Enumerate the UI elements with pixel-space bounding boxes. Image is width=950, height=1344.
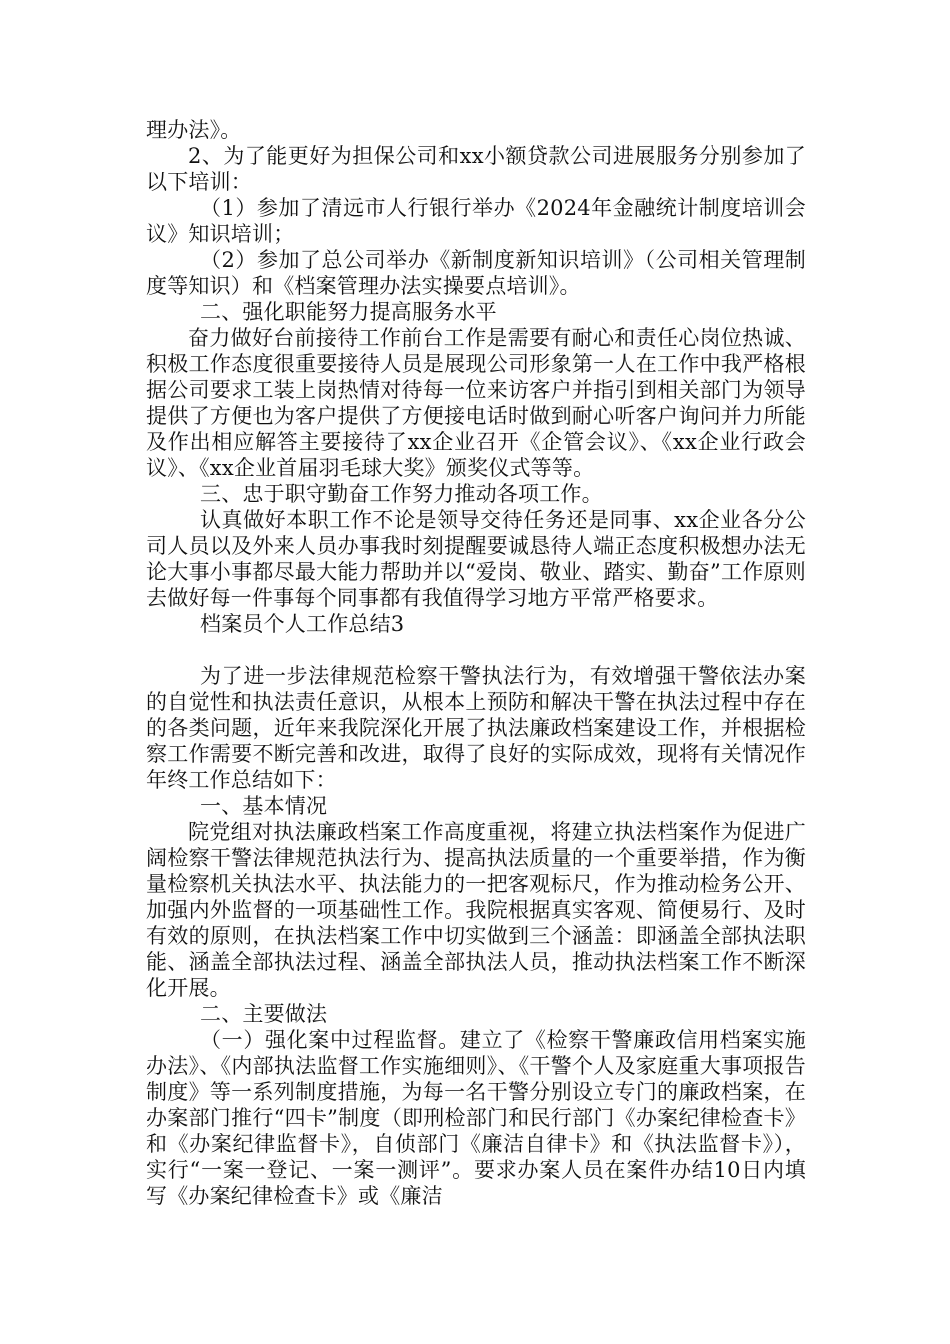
- paragraph-reception: 奋力做好台前接待工作前台工作是需要有耐心和责任心岗位热诚、积极工作态度很重要接待人员是展现公司形象第一人在工作中我严格根据公司要求工装上岗热情对待每一位来访客户并指引到相关部门为领导提供了方便也为客户提供了方便接电话时做到耐心听客户询问并力所能及作出相应解答主要接待了xx企业召开《企管会议》、《xx企业行政会议》、《xx企业首届羽毛球大奖》颁奖仪式等等。: [146, 326, 806, 480]
- paragraph-duty: 认真做好本职工作不论是领导交待任务还是同事、xx企业各分公司人员以及外来人员办事我时刻提醒要诚恳待人端正态度积极想办法无论大事小事都尽最大能力帮助并以“爱岗、敬业、踏实、勤奋”工作原则去做好每一件事每个同事都有我值得学习地方平常严格要求。: [146, 508, 806, 610]
- paragraph-training-item-2: （2）参加了总公司举办《新制度新知识培训》（公司相关管理制度等知识）和《档案管理办法实操要点培训》。: [146, 248, 806, 298]
- document-title: 档案员个人工作总结3: [200, 612, 405, 636]
- paragraph-intro: 为了进一步法律规范检察干警执法行为，有效增强干警依法办案的自觉性和执法责任意识，从根本上预防和解决干警在执法过程中存在的各类问题，近年来我院深化开展了执法廉政档案建设工作，并根据检察工作需要不断完善和改进，取得了良好的实际成效，现将有关情况作年终工作总结如下：: [146, 664, 806, 792]
- document-page: [146, 117, 806, 1209]
- section-heading-2: 二、强化职能努力提高服务水平: [200, 300, 497, 324]
- blank-line: [146, 637, 806, 663]
- paragraph-methods-1: （一）强化案中过程监督。建立了《检察干警廉政信用档案实施办法》、《内部执法监督工作实施细则》、《干警个人及家庭重大事项报告制度》等一系列制度措施，为每一名干警分别设立专门的廉政档案，在办案部门推行“四卡”制度（即刑检部门和民行部门《办案纪律检查卡》和《办案纪律监督卡》，自侦部门《廉洁自律卡》和《执法监督卡》），实行“一案一登记、一案一测评”。要求办案人员在案件办结10日内填写《办案纪律检查卡》或《廉洁: [146, 1028, 806, 1208]
- section-heading-methods: 二、主要做法: [200, 1002, 328, 1026]
- paragraph-training-item-1: （1）参加了清远市人行银行举办《2024年金融统计制度培训会议》知识培训；: [146, 196, 806, 246]
- section-heading-3: 三、忠于职守勤奋工作努力推动各项工作。: [200, 482, 603, 506]
- section-heading-basic: 一、基本情况: [200, 794, 328, 818]
- paragraph-continuation: 理办法》。: [146, 118, 242, 142]
- paragraph-training-intro: 2、为了能更好为担保公司和xx小额贷款公司进展服务分别参加了以下培训：: [146, 144, 806, 194]
- paragraph-basic: 院党组对执法廉政档案工作高度重视，将建立执法档案作为促进广阔检察干警法律规范执法行为、提高执法质量的一个重要举措，作为衡量检察机关执法水平、执法能力的一把客观标尺，作为推动检务公开、加强内外监督的一项基础性工作。我院根据真实客观、简便易行、及时有效的原则，在执法档案工作中切实做到三个涵盖：即涵盖全部执法职能、涵盖全部执法过程、涵盖全部执法人员，推动执法档案工作不断深化开展。: [146, 820, 806, 1000]
